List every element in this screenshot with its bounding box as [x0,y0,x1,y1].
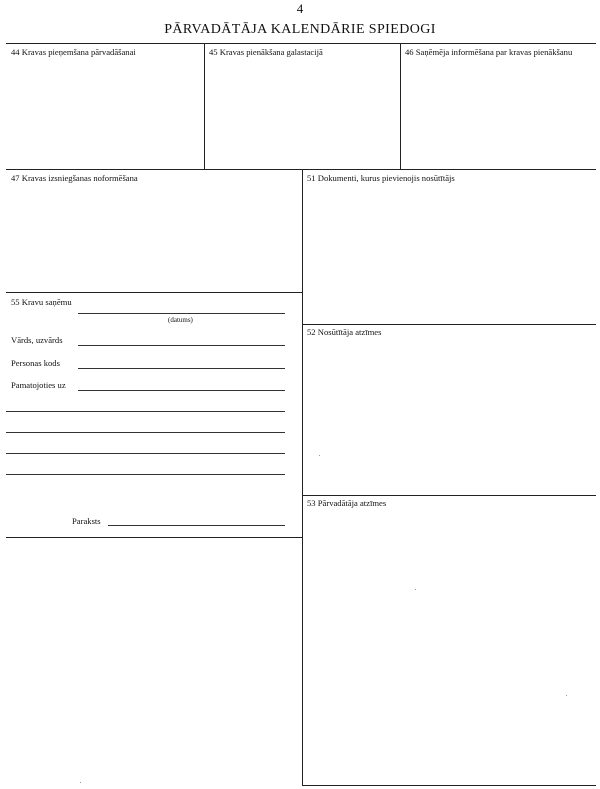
scan-speck [415,589,416,590]
basis-line-4 [6,453,285,454]
personal-code-line [78,368,285,369]
box-45-label: 45 Kravas pienākšana galastacijā [209,47,323,57]
box-47-label: 47 Kravas izsniegšanas noformēšana [11,173,138,183]
date-caption: (datums) [168,316,193,324]
box-55-heading: 55 Kravu saņēmu [11,297,72,307]
box-51-bottom-border [302,324,596,325]
scan-speck [566,695,567,696]
signature-line [108,525,285,526]
scan-speck [319,455,320,456]
basis-label: Pamatojoties uz [11,380,66,390]
box-52-label: 52 Nosūtītāja atzīmes [307,327,382,337]
main-column-divider [302,169,303,786]
box-51-label: 51 Dokumenti, kurus pievienojis nosūtītājs [307,173,455,183]
box-52-bottom-border [302,495,596,496]
page-title: PĀRVADĀTĀJA KALENDĀRIE SPIEDOGI [164,22,436,37]
signature-label: Paraksts [72,516,101,526]
basis-line-3 [6,432,285,433]
personal-code-label: Personas kods [11,358,60,368]
basis-line-5 [6,474,285,475]
divider-44-45 [204,43,205,169]
box-47-bottom-border [6,292,302,293]
name-line [78,345,285,346]
box-53-bottom-border [302,785,596,786]
name-label: Vārds, uzvārds [11,335,63,345]
box-44-label: 44 Kravas pieņemšana pārvadāšanai [11,47,136,57]
basis-line-2 [6,411,285,412]
divider-45-46 [400,43,401,169]
basis-line [78,390,285,391]
top-row-bottom-border [6,169,596,170]
box-55-bottom-border [6,537,302,538]
scan-speck [80,782,81,783]
box-46-label: 46 Saņēmēja informēšana par kravas pienākšanu [405,47,573,57]
date-line [78,313,285,314]
page-number: 4 [296,1,304,16]
box-53-label: 53 Pārvadātāja atzīmes [307,498,387,508]
top-row-top-border [6,43,596,44]
